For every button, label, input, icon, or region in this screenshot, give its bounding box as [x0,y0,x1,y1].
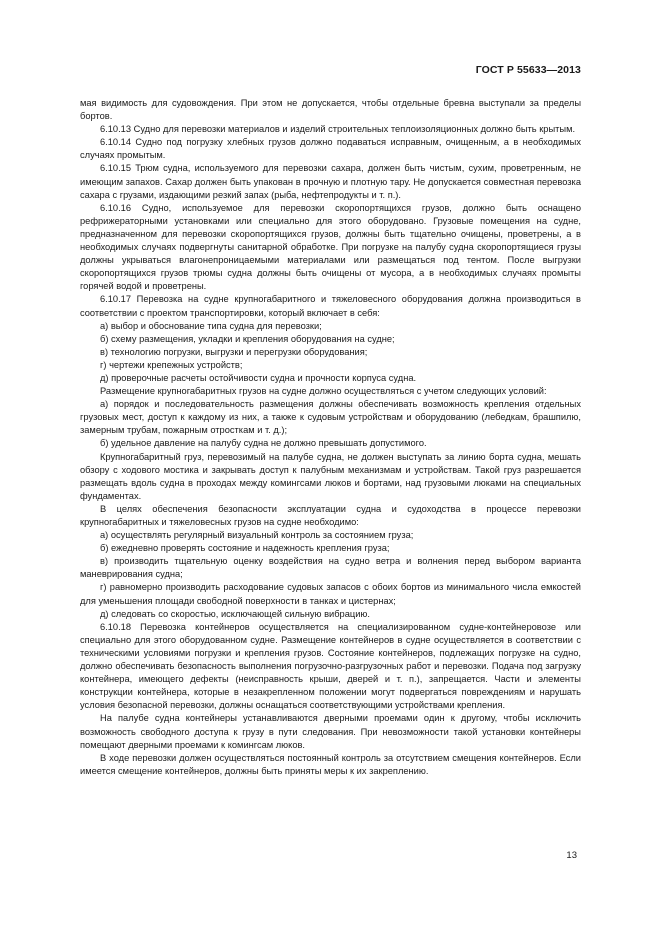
document-body [80,97,581,778]
paragraph: В целях обеспечения безопасности эксплуатации судна и судоходства в процессе перевозки крупногабаритных и тяжеловесных грузов на судне необходимо: [80,503,581,527]
paragraph: 6.10.13 Судно для перевозки материалов и изделий строительных теплоизоляционных должно быть крытым. [100,124,576,135]
paragraph: а) порядок и последовательность размещения должны обеспечивать возможность крепления отдельных грузовых мест, доступ к каждому из них, а также к судовым устройствам и оборудованию (лебедкам, брашпилю, замерным трубам, пожарным отросткам и т. д.); [80,399,581,436]
list-item: д) проверочные расчеты остойчивости судна и прочности корпуса судна. [100,372,417,383]
page-number: 13 [566,850,577,861]
list-item: в) технологию погрузки, выгрузки и перегрузки оборудования; [100,346,368,357]
paragraph: в) производить тщательную оценку воздействия на судно ветра и волнения перед выбором варианта маневрирования судна; [80,556,581,580]
paragraph: г) равномерно производить расходование судовых запасов с обоих бортов из минимального числа емкостей для уменьшения площади свободной поверхности в танках и цистернах; [80,582,581,606]
paragraph: 6.10.17 Перевозка на судне крупногабаритного и тяжеловесного оборудования должна производиться в соответствии с проектом транспортировки, который включает в себя: [80,294,581,318]
paragraph: Размещение крупногабаритных грузов на судне должно осуществляться с учетом следующих условий: [100,386,547,397]
standard-header: ГОСТ Р 55633—2013 [475,64,581,76]
list-item: г) чертежи крепежных устройств; [100,359,243,370]
list-item: б) удельное давление на палубу судна не должно превышать допустимого. [100,438,427,449]
paragraph: На палубе судна контейнеры устанавливаются дверными проемами один к другому, чтобы исключить возможность свободного доступа к грузу в пути следования. При невозможности такой установки контейнеры помещают дверными проемами к комингсам люков. [80,713,581,750]
paragraph: В ходе перевозки должен осуществляться постоянный контроль за отсутствием смещения контейнеров. Если имеется смещение контейнеров, должны быть приняты меры к их закреплению. [80,752,581,776]
list-item: б) ежедневно проверять состояние и надежность крепления груза; [100,543,390,554]
paragraph: 6.10.18 Перевозка контейнеров осуществляется на специализированном судне-контейнеровозе или специально для этого оборудованном судне. Размещение контейнеров в судне осуществляется в соответствии с техническими условиями погрузки и крепления грузов. Состояние контейнеров, подлежащих погрузке на судно, должно обеспечивать безопасность выполнения погрузочно-разгрузочных работ и перевозки. Подача под загрузку контейнера, имеющего дефекты (неисправность крыши, дверей и т. п.), запрещается. Части и элементы конструкции контейнера, которые в незакрепленном положении могут подвергаться повреждениям и нарушать условия безопасной перевозки, должны оснащаться соответствующими устройствами крепления. [80,621,581,711]
list-item: а) осуществлять регулярный визуальный контроль за состоянием груза; [100,530,414,541]
paragraph: Крупногабаритный груз, перевозимый на палубе судна, не должен выступать за линию борта судна, мешать обзору с ходового мостика и закрывать доступ к палубным механизмам и устройствам. Такой груз разрешается размещать вдоль судна в проходах между комингсами люков и бортами, над грузовыми люками на специальных фундаментах. [80,451,581,501]
paragraph: 6.10.16 Судно, используемое для перевозки скоропортящихся грузов, должно быть оснащено рефрижераторными установками или специально для этого оборудовано. Грузовые помещения на судне, предназначенном для перевозки скоропортящихся грузов, должны быть тщательно очищены, проветрены, а в необходимых случаях подвергнуты санитарной обработке. При погрузке на палубу судна скоропортящиеся грузы должны укрываться влагонепроницаемыми материалами или размещаться под тентом. После выгрузки скоропортящихся грузов трюмы судна должны быть очищены от мусора, а в необходимых случаях промыты горячей водой и проветрены. [80,202,581,292]
paragraph: мая видимость для судовождения. При этом не допускается, чтобы отдельные бревна выступали за пределы бортов. [80,98,581,122]
list-item: д) следовать со скоростью, исключающей сильную вибрацию. [100,608,370,619]
paragraph: 6.10.15 Трюм судна, используемого для перевозки сахара, должен быть чистым, сухим, проветренным, не имеющим запахов. Сахар должен быть упакован в прочную и плотную тару. Не допускается совместная перевозка сахара с грузами, издающими резкий запах (рыба, нефтепродукты и т. п.). [80,163,581,200]
list-item: б) схему размещения, укладки и крепления оборудования на судне; [100,333,395,344]
paragraph: 6.10.14 Судно под погрузку хлебных грузов должно подаваться исправным, очищенным, а в необходимых случаях промытым. [80,137,581,161]
list-item: а) выбор и обоснование типа судна для перевозки; [100,320,322,331]
